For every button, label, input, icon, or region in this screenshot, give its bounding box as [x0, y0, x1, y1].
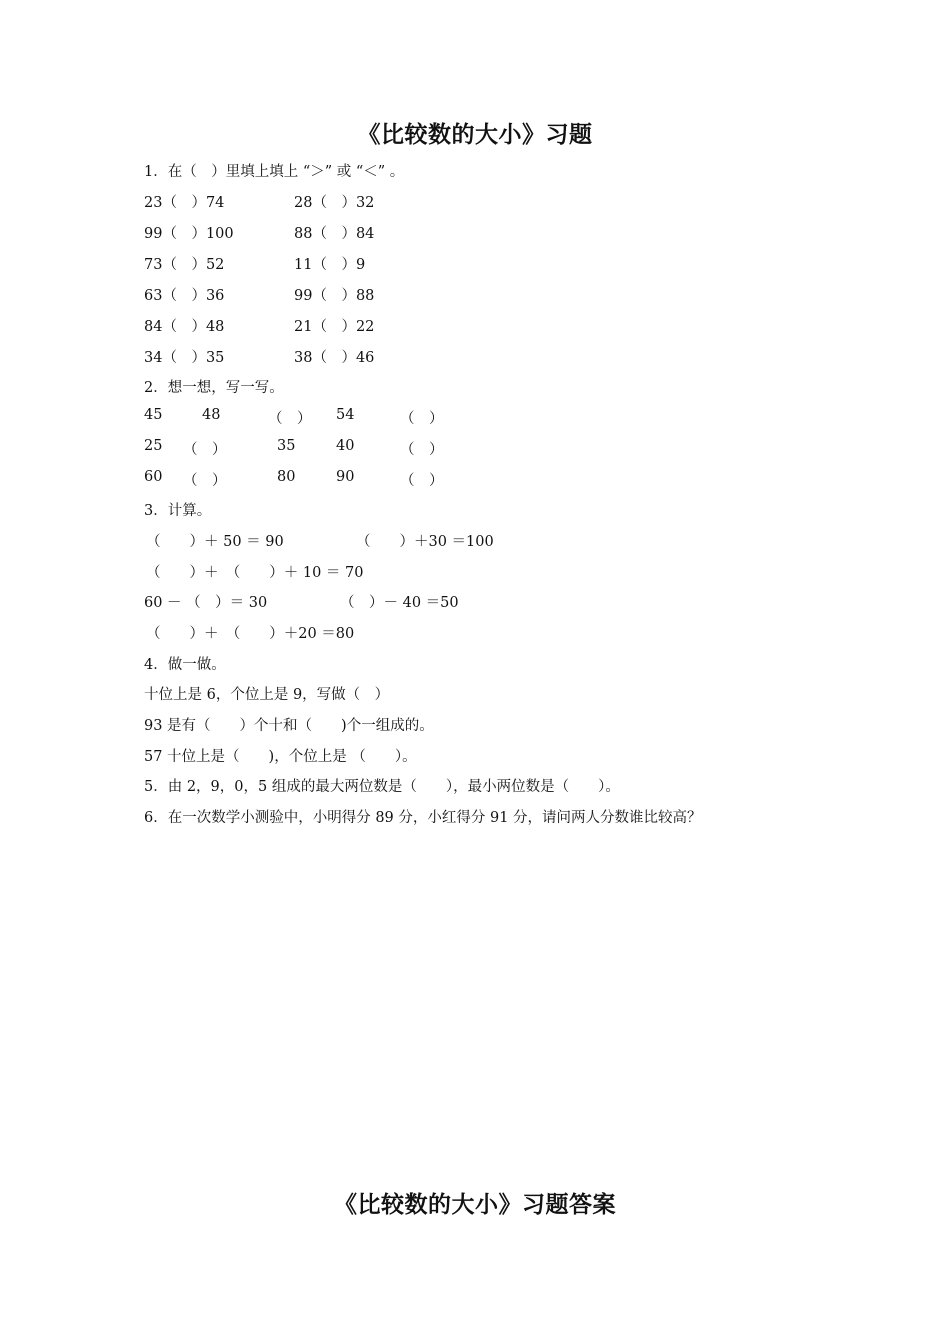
- q1-left-3: 73（ ）52: [144, 257, 225, 273]
- q1-left-1: 23（ ）74: [144, 195, 225, 211]
- q1-right-6: 38（ ）46: [294, 350, 375, 366]
- q2-r2-c3: 35: [277, 438, 296, 454]
- q6-text: 6．在一次数学小测验中，小明得分 89 分，小红得分 91 分，请问两人分数谁比较高？: [144, 810, 702, 826]
- q2-prompt: 2．想一想，写一写。: [144, 380, 284, 396]
- q3-prompt: 3．计算。: [144, 503, 212, 519]
- q2-r3-c3: 80: [277, 469, 296, 485]
- q2-r2-c5: （ ）: [400, 442, 444, 458]
- q4-item-3: 57 十位上是（ )，个位上是 （ ）。: [144, 749, 417, 765]
- q4-item-2: 93 是有（ ）个十和（ )个一组成的。: [144, 718, 434, 734]
- q2-r2-c2: （ ）: [183, 442, 227, 458]
- q2-r3-c5: （ ）: [400, 473, 444, 489]
- q3-left-3: 60 － （ ）＝ 30: [144, 595, 268, 611]
- page-title: 《比较数的大小》习题: [357, 121, 593, 148]
- q3-right-3: （ ）－ 40 ＝50: [340, 595, 459, 611]
- q2-r1-c1: 45: [144, 407, 163, 423]
- q5-text: 5．由 2，9，0，5 组成的最大两位数是（ ），最小两位数是（ ）。: [144, 779, 620, 795]
- q3-left-2: （ ）＋ （ ）＋ 10 ＝ 70: [146, 565, 364, 581]
- q1-prompt: 1．在（ ）里填上填上 “＞” 或 “＜” 。: [144, 164, 405, 180]
- q1-right-5: 21（ ）22: [294, 319, 375, 335]
- q2-r2-c1: 25: [144, 438, 163, 454]
- q1-left-5: 84（ ）48: [144, 319, 225, 335]
- q1-right-4: 99（ ）88: [294, 288, 375, 304]
- q1-left-4: 63（ ）36: [144, 288, 225, 304]
- q2-r3-c1: 60: [144, 469, 163, 485]
- q3-left-1: （ ）＋ 50 ＝ 90: [146, 534, 284, 550]
- q1-right-1: 28（ ）32: [294, 195, 375, 211]
- q2-r1-c3: （ ）: [268, 411, 312, 427]
- q2-r1-c4: 54: [336, 407, 355, 423]
- q1-left-2: 99（ ）100: [144, 226, 234, 242]
- q2-r1-c2: 48: [202, 407, 221, 423]
- q2-r3-c4: 90: [336, 469, 355, 485]
- q1-right-3: 11（ ）9: [294, 257, 366, 273]
- q4-item-1: 十位上是 6，个位上是 9，写做（ ）: [144, 687, 390, 703]
- q2-r1-c5: （ ）: [400, 411, 444, 427]
- answer-title: 《比较数的大小》习题答案: [334, 1191, 616, 1218]
- q1-right-2: 88（ ）84: [294, 226, 375, 242]
- q3-left-4: （ ）＋ （ ）＋20 ＝80: [146, 626, 355, 642]
- q3-right-1: （ ）＋30 ＝100: [356, 534, 494, 550]
- q1-left-6: 34（ ）35: [144, 350, 225, 366]
- q4-prompt: 4．做一做。: [144, 657, 226, 673]
- q2-r3-c2: （ ）: [183, 473, 227, 489]
- q2-r2-c4: 40: [336, 438, 355, 454]
